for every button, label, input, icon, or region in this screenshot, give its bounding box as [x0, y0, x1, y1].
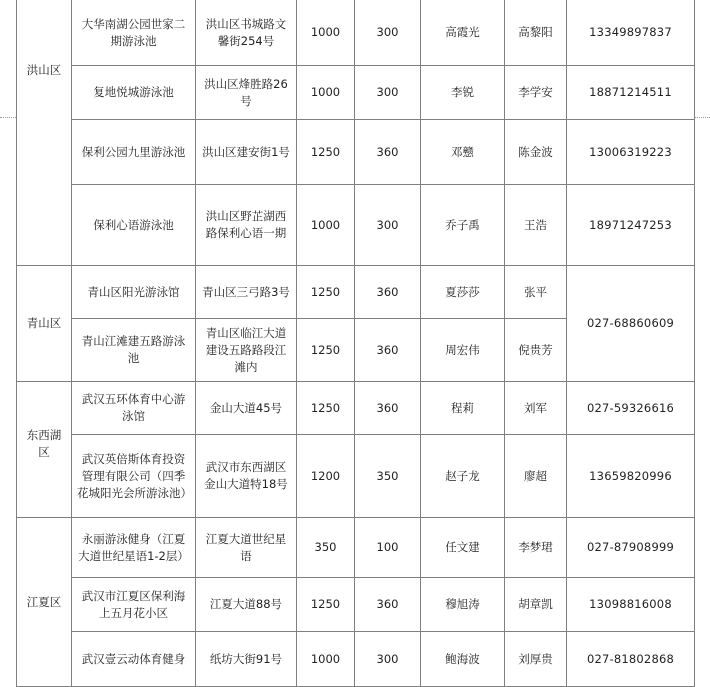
pool-address: 洪山区建安街1号 — [196, 120, 297, 185]
pool-manager: 穆旭涛 — [421, 578, 505, 632]
pool-address: 金山大道45号 — [196, 382, 297, 435]
pool-phone: 027-87908999 — [567, 518, 695, 578]
pool-address: 青山区临江大道建设五路路段江滩内 — [196, 319, 297, 382]
pool-area: 1000 — [297, 66, 355, 120]
pool-capacity: 360 — [355, 578, 421, 632]
district-cell: 青山区 — [17, 266, 72, 382]
table-row — [17, 382, 695, 435]
table-row — [17, 578, 695, 632]
pool-manager: 高霞光 — [421, 0, 505, 66]
pool-area: 1000 — [297, 185, 355, 266]
dotted-divider-right — [694, 117, 710, 118]
table-row — [17, 0, 695, 66]
pool-capacity: 300 — [355, 0, 421, 66]
pool-instructor: 倪贵芳 — [505, 319, 567, 382]
pool-capacity: 360 — [355, 120, 421, 185]
pool-area: 1250 — [297, 319, 355, 382]
district-cell: 江夏区 — [17, 518, 72, 687]
pool-instructor: 廖超 — [505, 435, 567, 518]
pool-instructor: 刘厚贵 — [505, 632, 567, 687]
pool-manager: 任文建 — [421, 518, 505, 578]
pool-phone: 027-59326616 — [567, 382, 695, 435]
pool-area: 1250 — [297, 578, 355, 632]
pool-name: 永丽游泳健身（江夏大道世纪星语1-2层） — [72, 518, 196, 578]
pool-phone: 13349897837 — [567, 0, 695, 66]
pool-instructor: 陈金波 — [505, 120, 567, 185]
pool-address: 青山区三弓路3号 — [196, 266, 297, 319]
pool-area: 1200 — [297, 435, 355, 518]
district-cell: 东西湖区 — [17, 382, 72, 518]
table-row — [17, 266, 695, 319]
pool-name: 大华南湖公园世家二期游泳池 — [72, 0, 196, 66]
pool-address: 江夏大道88号 — [196, 578, 297, 632]
pool-phone: 027-68860609 — [567, 266, 695, 382]
table-row — [17, 120, 695, 185]
pool-phone: 18871214511 — [567, 66, 695, 120]
pool-phone: 13006319223 — [567, 120, 695, 185]
pool-area: 1000 — [297, 632, 355, 687]
pool-manager: 邓戆 — [421, 120, 505, 185]
table-row — [17, 435, 695, 518]
pool-name: 武汉壹云动体育健身 — [72, 632, 196, 687]
pool-area: 1250 — [297, 382, 355, 435]
pool-phone: 18971247253 — [567, 185, 695, 266]
pool-manager: 乔子禹 — [421, 185, 505, 266]
pool-address: 武汉市东西湖区金山大道特18号 — [196, 435, 297, 518]
pool-phone: 13659820996 — [567, 435, 695, 518]
pool-manager: 周宏伟 — [421, 319, 505, 382]
pool-name: 武汉五环体育中心游泳馆 — [72, 382, 196, 435]
pool-area: 1000 — [297, 0, 355, 66]
pool-capacity: 300 — [355, 185, 421, 266]
pool-name: 保利心语游泳池 — [72, 185, 196, 266]
pool-address: 洪山区烽胜路26号 — [196, 66, 297, 120]
pool-name: 青山江滩建五路游泳池 — [72, 319, 196, 382]
pool-table — [16, 0, 695, 687]
pool-instructor: 张平 — [505, 266, 567, 319]
pool-manager: 赵子龙 — [421, 435, 505, 518]
pool-capacity: 360 — [355, 319, 421, 382]
pool-capacity: 300 — [355, 632, 421, 687]
pool-address: 纸坊大街91号 — [196, 632, 297, 687]
pool-name: 青山区阳光游泳馆 — [72, 266, 196, 319]
pool-area: 350 — [297, 518, 355, 578]
pool-capacity: 360 — [355, 266, 421, 319]
table-row — [17, 518, 695, 578]
pool-name: 复地悦城游泳池 — [72, 66, 196, 120]
pool-manager: 夏莎莎 — [421, 266, 505, 319]
pool-name: 保利公园九里游泳池 — [72, 120, 196, 185]
pool-capacity: 300 — [355, 66, 421, 120]
table-row — [17, 66, 695, 120]
pool-capacity: 100 — [355, 518, 421, 578]
pool-manager: 鲍海波 — [421, 632, 505, 687]
table-row — [17, 632, 695, 687]
pool-instructor: 王浩 — [505, 185, 567, 266]
pool-manager: 程莉 — [421, 382, 505, 435]
dotted-divider-left — [0, 117, 16, 118]
pool-area: 1250 — [297, 266, 355, 319]
pool-address: 洪山区野芷湖西路保利心语一期 — [196, 185, 297, 266]
pool-instructor: 刘军 — [505, 382, 567, 435]
pool-phone: 027-81802868 — [567, 632, 695, 687]
pool-address: 江夏大道世纪星语 — [196, 518, 297, 578]
pool-address: 洪山区书城路文馨街254号 — [196, 0, 297, 66]
pool-manager: 李锐 — [421, 66, 505, 120]
pool-instructor: 李学安 — [505, 66, 567, 120]
pool-area: 1250 — [297, 120, 355, 185]
pool-capacity: 350 — [355, 435, 421, 518]
pool-name: 武汉市江夏区保利海上五月花小区 — [72, 578, 196, 632]
pool-instructor: 李梦珺 — [505, 518, 567, 578]
table-row — [17, 185, 695, 266]
pool-name: 武汉英倍斯体育投资管理有限公司（四季花城阳光会所游泳池） — [72, 435, 196, 518]
pool-instructor: 胡章凯 — [505, 578, 567, 632]
pool-capacity: 360 — [355, 382, 421, 435]
district-cell: 洪山区 — [17, 0, 72, 266]
pool-instructor: 高黎阳 — [505, 0, 567, 66]
pool-phone: 13098816008 — [567, 578, 695, 632]
